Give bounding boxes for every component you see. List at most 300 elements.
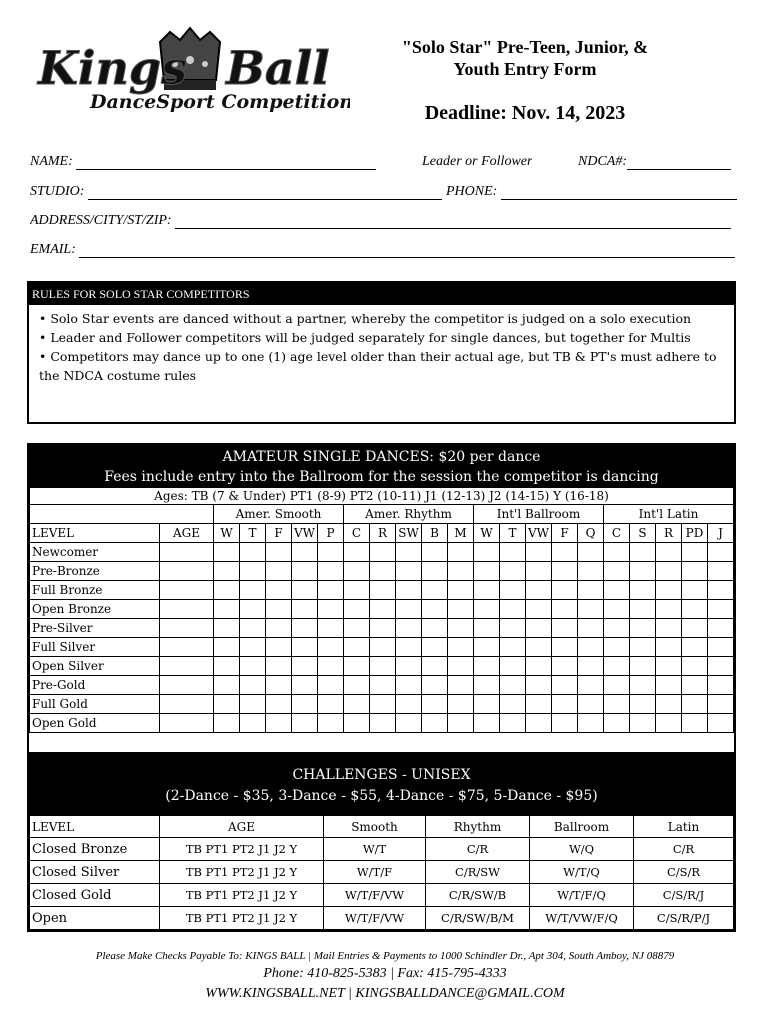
dance-entry-cell[interactable] <box>552 676 578 695</box>
dance-entry-cell[interactable] <box>266 657 292 676</box>
dance-entry-cell[interactable] <box>552 619 578 638</box>
dance-entry-cell[interactable] <box>292 562 318 581</box>
dance-entry-cell[interactable] <box>682 714 708 733</box>
svg-text:Ball: Ball <box>226 41 330 95</box>
dance-entry-cell[interactable] <box>604 581 630 600</box>
dance-entry-cell[interactable] <box>526 714 552 733</box>
level-label: Newcomer <box>30 543 160 562</box>
singles-title: AMATEUR SINGLE DANCES: $20 per dance <box>222 449 541 465</box>
dance-entry-cell[interactable] <box>344 600 370 619</box>
dance-entry-cell[interactable] <box>448 562 474 581</box>
dance-entry-cell[interactable] <box>526 619 552 638</box>
dance-entry-cell[interactable] <box>448 543 474 562</box>
dance-entry-cell[interactable] <box>526 657 552 676</box>
dance-entry-cell[interactable] <box>214 676 240 695</box>
dance-entry-cell[interactable] <box>292 695 318 714</box>
challenge-option[interactable]: C/R/SW/B <box>426 884 530 907</box>
dance-entry-cell[interactable] <box>422 543 448 562</box>
dance-header: F <box>266 524 292 543</box>
dance-entry-cell[interactable] <box>708 657 734 676</box>
dance-entry-cell[interactable] <box>370 600 396 619</box>
dance-entry-cell[interactable] <box>396 695 422 714</box>
dance-entry-cell[interactable] <box>682 619 708 638</box>
dance-entry-cell[interactable] <box>552 562 578 581</box>
dance-entry-cell[interactable] <box>448 638 474 657</box>
dance-entry-cell[interactable] <box>682 657 708 676</box>
dance-entry-cell[interactable] <box>500 619 526 638</box>
dance-header: C <box>604 524 630 543</box>
dance-entry-cell[interactable] <box>266 543 292 562</box>
dance-entry-cell[interactable] <box>240 638 266 657</box>
dance-header: Q <box>578 524 604 543</box>
dance-entry-cell[interactable] <box>552 657 578 676</box>
dance-header: PD <box>682 524 708 543</box>
deadline: Deadline: Nov. 14, 2023 <box>424 102 626 124</box>
dance-entry-cell[interactable] <box>500 714 526 733</box>
dance-entry-cell[interactable] <box>448 695 474 714</box>
dance-entry-cell[interactable] <box>630 657 656 676</box>
dance-entry-cell[interactable] <box>344 543 370 562</box>
dance-entry-cell[interactable] <box>474 657 500 676</box>
challenge-option[interactable]: W/T/Q <box>530 861 634 884</box>
dance-entry-cell[interactable] <box>656 676 682 695</box>
challenge-option[interactable]: W/T/F <box>324 861 426 884</box>
dance-entry-cell[interactable] <box>214 600 240 619</box>
dance-entry-cell[interactable] <box>526 676 552 695</box>
group-spacer <box>30 505 214 524</box>
dance-entry-cell[interactable] <box>656 581 682 600</box>
challenge-header-row <box>30 816 734 838</box>
dance-entry-cell[interactable] <box>630 714 656 733</box>
dance-header-row <box>30 524 734 543</box>
dance-entry-cell[interactable] <box>214 619 240 638</box>
dance-entry-cell[interactable] <box>292 657 318 676</box>
challenge-option[interactable]: C/S/R/J <box>634 884 734 907</box>
dance-entry-cell[interactable] <box>266 619 292 638</box>
level-label: Pre-Silver <box>30 619 160 638</box>
dance-entry-cell[interactable] <box>474 695 500 714</box>
dance-header: W <box>214 524 240 543</box>
dance-entry-cell[interactable] <box>370 562 396 581</box>
dance-header: R <box>656 524 682 543</box>
dance-entry-cell[interactable] <box>422 695 448 714</box>
dance-group-row <box>30 505 734 524</box>
dance-entry-cell[interactable] <box>318 543 344 562</box>
age-entry-cell[interactable] <box>160 619 214 638</box>
dance-entry-cell[interactable] <box>292 714 318 733</box>
dance-entry-cell[interactable] <box>292 543 318 562</box>
dance-entry-cell[interactable] <box>656 695 682 714</box>
dance-entry-cell[interactable] <box>318 619 344 638</box>
phone-field[interactable] <box>446 184 737 200</box>
level-header: LEVEL <box>30 524 160 543</box>
dance-entry-cell[interactable] <box>370 695 396 714</box>
dance-entry-cell[interactable] <box>370 676 396 695</box>
dance-entry-cell[interactable] <box>318 714 344 733</box>
challenges-subtitle: (2-Dance - $35, 3-Dance - $55, 4-Dance - $75, 5-Dance - $95) <box>165 788 598 804</box>
level-label: Full Gold <box>30 695 160 714</box>
dance-entry-cell[interactable] <box>292 581 318 600</box>
challenge-option[interactable]: C/R <box>634 838 734 861</box>
dance-entry-cell[interactable] <box>630 581 656 600</box>
studio-field[interactable] <box>30 184 442 200</box>
dance-entry-cell[interactable] <box>604 638 630 657</box>
level-label: Pre-Gold <box>30 676 160 695</box>
dance-entry-cell[interactable] <box>214 695 240 714</box>
challenge-option[interactable]: TB PT1 PT2 J1 J2 Y <box>160 838 324 861</box>
challenge-option[interactable]: TB PT1 PT2 J1 J2 Y <box>160 861 324 884</box>
challenge-option[interactable]: C/S/R/P/J <box>634 907 734 930</box>
dance-entry-cell[interactable] <box>240 676 266 695</box>
dance-entry-cell[interactable] <box>526 600 552 619</box>
dance-entry-cell[interactable] <box>708 714 734 733</box>
dance-entry-cell[interactable] <box>604 714 630 733</box>
dance-entry-cell[interactable] <box>630 543 656 562</box>
dance-entry-cell[interactable] <box>448 714 474 733</box>
level-label: Full Silver <box>30 638 160 657</box>
dance-entry-cell[interactable] <box>396 657 422 676</box>
dance-entry-cell[interactable] <box>656 657 682 676</box>
dance-entry-cell[interactable] <box>396 638 422 657</box>
dance-entry-cell[interactable] <box>630 676 656 695</box>
challenge-option[interactable]: W/T <box>324 838 426 861</box>
dance-entry-cell[interactable] <box>448 600 474 619</box>
level-label: Pre-Bronze <box>30 562 160 581</box>
dance-entry-cell[interactable] <box>266 562 292 581</box>
dance-entry-cell[interactable] <box>708 562 734 581</box>
dance-entry-cell[interactable] <box>240 657 266 676</box>
singles-header <box>29 445 734 487</box>
challenge-option[interactable]: C/R/SW/B/M <box>426 907 530 930</box>
dance-entry-cell[interactable] <box>240 562 266 581</box>
dance-entry-cell[interactable] <box>448 657 474 676</box>
dance-entry-cell[interactable] <box>396 600 422 619</box>
dance-entry-cell[interactable] <box>396 581 422 600</box>
dance-entry-cell[interactable] <box>448 676 474 695</box>
dance-entry-cell[interactable] <box>682 581 708 600</box>
dance-entry-cell[interactable] <box>344 619 370 638</box>
challenge-option[interactable]: TB PT1 PT2 J1 J2 Y <box>160 907 324 930</box>
dance-entry-cell[interactable] <box>604 543 630 562</box>
dance-entry-cell[interactable] <box>474 562 500 581</box>
dance-entry-cell[interactable] <box>578 638 604 657</box>
dance-entry-cell[interactable] <box>396 714 422 733</box>
dance-entry-cell[interactable] <box>214 543 240 562</box>
ndca-field[interactable] <box>578 154 731 170</box>
dance-entry-cell[interactable] <box>656 600 682 619</box>
level-row <box>30 581 734 600</box>
dance-entry-cell[interactable] <box>240 619 266 638</box>
dance-entry-cell[interactable] <box>344 581 370 600</box>
level-row <box>30 638 734 657</box>
level-row <box>30 657 734 676</box>
challenge-header: Rhythm <box>426 816 530 838</box>
dance-entry-cell[interactable] <box>552 581 578 600</box>
dance-entry-cell[interactable] <box>526 581 552 600</box>
dance-entry-cell[interactable] <box>318 581 344 600</box>
challenge-level: Closed Bronze <box>30 838 160 861</box>
dance-entry-cell[interactable] <box>604 657 630 676</box>
web-email: WWW.KINGSBALL.NET | KINGSBALLDANCE@GMAIL.COM <box>205 986 565 1001</box>
dance-entry-cell[interactable] <box>318 676 344 695</box>
dance-entry-cell[interactable] <box>604 619 630 638</box>
level-row <box>30 562 734 581</box>
challenges-header <box>29 753 734 815</box>
dance-entry-cell[interactable] <box>318 657 344 676</box>
dance-entry-cell[interactable] <box>474 619 500 638</box>
dance-entry-cell[interactable] <box>578 619 604 638</box>
dance-header: T <box>500 524 526 543</box>
age-entry-cell[interactable] <box>160 600 214 619</box>
dance-entry-cell[interactable] <box>370 638 396 657</box>
ages-legend: Ages: TB (7 & Under) PT1 (8-9) PT2 (10-11) J1 (12-13) J2 (14-15) Y (16-18) <box>30 488 734 505</box>
challenge-option[interactable]: W/Q <box>530 838 634 861</box>
rules-heading: RULES FOR SOLO STAR COMPETITORS <box>29 283 734 305</box>
dance-entry-cell[interactable] <box>370 581 396 600</box>
dance-header: VW <box>526 524 552 543</box>
dance-entry-cell[interactable] <box>630 619 656 638</box>
dance-entry-cell[interactable] <box>266 600 292 619</box>
dance-entry-cell[interactable] <box>708 695 734 714</box>
dance-entry-cell[interactable] <box>578 581 604 600</box>
dance-entry-cell[interactable] <box>214 638 240 657</box>
entry-table-container <box>27 443 736 932</box>
dance-entry-cell[interactable] <box>708 600 734 619</box>
dance-entry-cell[interactable] <box>578 657 604 676</box>
dance-entry-cell[interactable] <box>578 543 604 562</box>
dance-header: W <box>474 524 500 543</box>
age-entry-cell[interactable] <box>160 543 214 562</box>
dance-entry-cell[interactable] <box>396 676 422 695</box>
dance-entry-cell[interactable] <box>292 619 318 638</box>
dance-entry-cell[interactable] <box>318 600 344 619</box>
challenge-option[interactable]: C/S/R <box>634 861 734 884</box>
dance-entry-cell[interactable] <box>552 543 578 562</box>
dance-entry-cell[interactable] <box>266 638 292 657</box>
dance-entry-cell[interactable] <box>396 543 422 562</box>
dance-entry-cell[interactable] <box>266 695 292 714</box>
dance-entry-cell[interactable] <box>344 638 370 657</box>
dance-entry-cell[interactable] <box>370 543 396 562</box>
dance-entry-cell[interactable] <box>422 638 448 657</box>
rule-item: • Competitors may dance up to one (1) age level older than their actual age, but TB & PT's must adhere to the NDCA costume rules <box>39 349 717 383</box>
age-entry-cell[interactable] <box>160 562 214 581</box>
dance-entry-cell[interactable] <box>500 581 526 600</box>
dance-entry-cell[interactable] <box>318 638 344 657</box>
age-header: AGE <box>160 524 214 543</box>
dance-entry-cell[interactable] <box>682 695 708 714</box>
svg-text:DanceSport Competition: DanceSport Competition <box>90 91 350 113</box>
dance-entry-cell[interactable] <box>422 581 448 600</box>
singles-table <box>29 487 734 733</box>
level-row <box>30 695 734 714</box>
dance-entry-cell[interactable] <box>578 714 604 733</box>
dance-entry-cell[interactable] <box>240 581 266 600</box>
dance-header: M <box>448 524 474 543</box>
challenge-option[interactable]: TB PT1 PT2 J1 J2 Y <box>160 884 324 907</box>
dance-entry-cell[interactable] <box>708 581 734 600</box>
dance-entry-cell[interactable] <box>630 600 656 619</box>
dance-entry-cell[interactable] <box>708 638 734 657</box>
dance-entry-cell[interactable] <box>474 676 500 695</box>
age-entry-cell[interactable] <box>160 676 214 695</box>
challenge-option[interactable]: W/T/VW/F/Q <box>530 907 634 930</box>
dance-entry-cell[interactable] <box>292 676 318 695</box>
name-field[interactable] <box>30 154 376 170</box>
dance-entry-cell[interactable] <box>240 714 266 733</box>
dance-entry-cell[interactable] <box>500 676 526 695</box>
dance-entry-cell[interactable] <box>266 676 292 695</box>
name-label: NAME: <box>30 154 73 169</box>
dance-entry-cell[interactable] <box>422 657 448 676</box>
dance-entry-cell[interactable] <box>344 676 370 695</box>
dance-entry-cell[interactable] <box>422 619 448 638</box>
challenge-header: Smooth <box>324 816 426 838</box>
dance-entry-cell[interactable] <box>214 562 240 581</box>
dance-entry-cell[interactable] <box>474 543 500 562</box>
dance-entry-cell[interactable] <box>526 638 552 657</box>
dance-entry-cell[interactable] <box>708 619 734 638</box>
dance-header: F <box>552 524 578 543</box>
dance-entry-cell[interactable] <box>292 638 318 657</box>
dance-entry-cell[interactable] <box>396 619 422 638</box>
dance-entry-cell[interactable] <box>656 714 682 733</box>
age-entry-cell[interactable] <box>160 581 214 600</box>
dance-entry-cell[interactable] <box>526 695 552 714</box>
dance-entry-cell[interactable] <box>344 657 370 676</box>
dance-entry-cell[interactable] <box>422 562 448 581</box>
dance-entry-cell[interactable] <box>578 676 604 695</box>
dance-entry-cell[interactable] <box>604 695 630 714</box>
ndca-label: NDCA#: <box>578 154 627 169</box>
dance-entry-cell[interactable] <box>552 638 578 657</box>
challenge-option[interactable]: C/R/SW <box>426 861 530 884</box>
dance-entry-cell[interactable] <box>656 638 682 657</box>
challenge-option[interactable]: W/T/F/Q <box>530 884 634 907</box>
challenge-option[interactable]: W/T/F/VW <box>324 907 426 930</box>
dance-entry-cell[interactable] <box>266 581 292 600</box>
dance-entry-cell[interactable] <box>578 600 604 619</box>
dance-entry-cell[interactable] <box>500 600 526 619</box>
svg-text:Kings: Kings <box>38 41 187 95</box>
dance-entry-cell[interactable] <box>240 600 266 619</box>
dance-entry-cell[interactable] <box>682 676 708 695</box>
dance-entry-cell[interactable] <box>214 714 240 733</box>
dance-entry-cell[interactable] <box>448 581 474 600</box>
dance-entry-cell[interactable] <box>370 619 396 638</box>
dance-entry-cell[interactable] <box>240 543 266 562</box>
dance-entry-cell[interactable] <box>474 714 500 733</box>
dance-entry-cell[interactable] <box>344 562 370 581</box>
dance-entry-cell[interactable] <box>708 543 734 562</box>
dance-entry-cell[interactable] <box>240 695 266 714</box>
dance-entry-cell[interactable] <box>708 676 734 695</box>
dance-entry-cell[interactable] <box>422 600 448 619</box>
dance-entry-cell[interactable] <box>318 562 344 581</box>
challenge-header: LEVEL <box>30 816 160 838</box>
dance-entry-cell[interactable] <box>266 714 292 733</box>
title-line-1: "Solo Star" Pre-Teen, Junior, & <box>401 37 649 57</box>
dance-entry-cell[interactable] <box>552 714 578 733</box>
dance-entry-cell[interactable] <box>214 657 240 676</box>
dance-header: SW <box>396 524 422 543</box>
challenge-option[interactable]: W/T/F/VW <box>324 884 426 907</box>
dance-entry-cell[interactable] <box>500 543 526 562</box>
dance-entry-cell[interactable] <box>370 714 396 733</box>
dance-entry-cell[interactable] <box>526 543 552 562</box>
dance-entry-cell[interactable] <box>656 543 682 562</box>
dance-entry-cell[interactable] <box>682 638 708 657</box>
dance-entry-cell[interactable] <box>604 676 630 695</box>
level-label: Open Gold <box>30 714 160 733</box>
dance-entry-cell[interactable] <box>526 562 552 581</box>
leader-follower-label[interactable]: Leader or Follower <box>422 154 533 169</box>
challenge-level: Open <box>30 907 160 930</box>
dance-entry-cell[interactable] <box>552 695 578 714</box>
dance-entry-cell[interactable] <box>474 638 500 657</box>
dance-entry-cell[interactable] <box>552 600 578 619</box>
dance-entry-cell[interactable] <box>500 638 526 657</box>
age-entry-cell[interactable] <box>160 714 214 733</box>
address-field[interactable] <box>30 213 731 229</box>
dance-entry-cell[interactable] <box>682 562 708 581</box>
dance-entry-cell[interactable] <box>422 676 448 695</box>
challenge-header: AGE <box>160 816 324 838</box>
dance-entry-cell[interactable] <box>396 562 422 581</box>
dance-entry-cell[interactable] <box>318 695 344 714</box>
dance-header: B <box>422 524 448 543</box>
age-entry-cell[interactable] <box>160 638 214 657</box>
dance-entry-cell[interactable] <box>630 562 656 581</box>
email-field[interactable] <box>30 242 735 258</box>
challenge-level: Closed Gold <box>30 884 160 907</box>
dance-entry-cell[interactable] <box>292 600 318 619</box>
dance-entry-cell[interactable] <box>630 695 656 714</box>
dance-entry-cell[interactable] <box>604 600 630 619</box>
dance-entry-cell[interactable] <box>474 600 500 619</box>
ages-row <box>30 488 734 505</box>
dance-entry-cell[interactable] <box>500 657 526 676</box>
age-entry-cell[interactable] <box>160 695 214 714</box>
dance-entry-cell[interactable] <box>682 600 708 619</box>
dance-entry-cell[interactable] <box>474 581 500 600</box>
challenge-option[interactable]: C/R <box>426 838 530 861</box>
dance-entry-cell[interactable] <box>448 619 474 638</box>
dance-entry-cell[interactable] <box>422 714 448 733</box>
dance-entry-cell[interactable] <box>682 543 708 562</box>
dance-entry-cell[interactable] <box>344 695 370 714</box>
age-entry-cell[interactable] <box>160 657 214 676</box>
dance-group-label: Int'l Latin <box>604 505 734 524</box>
dance-entry-cell[interactable] <box>656 619 682 638</box>
dance-entry-cell[interactable] <box>214 581 240 600</box>
dance-header: S <box>630 524 656 543</box>
dance-entry-cell[interactable] <box>500 695 526 714</box>
kings-ball-logo <box>30 24 350 124</box>
phone-fax: Phone: 410-825-5383 | Fax: 415-795-4333 <box>263 966 507 981</box>
dance-entry-cell[interactable] <box>656 562 682 581</box>
dance-entry-cell[interactable] <box>578 562 604 581</box>
dance-header: VW <box>292 524 318 543</box>
dance-entry-cell[interactable] <box>578 695 604 714</box>
dance-entry-cell[interactable] <box>370 657 396 676</box>
challenges-table <box>29 815 734 930</box>
dance-entry-cell[interactable] <box>604 562 630 581</box>
dance-entry-cell[interactable] <box>500 562 526 581</box>
dance-entry-cell[interactable] <box>630 638 656 657</box>
dance-entry-cell[interactable] <box>344 714 370 733</box>
rule-item: • Solo Star events are danced without a partner, whereby the competitor is judged on a solo execution <box>39 311 692 326</box>
